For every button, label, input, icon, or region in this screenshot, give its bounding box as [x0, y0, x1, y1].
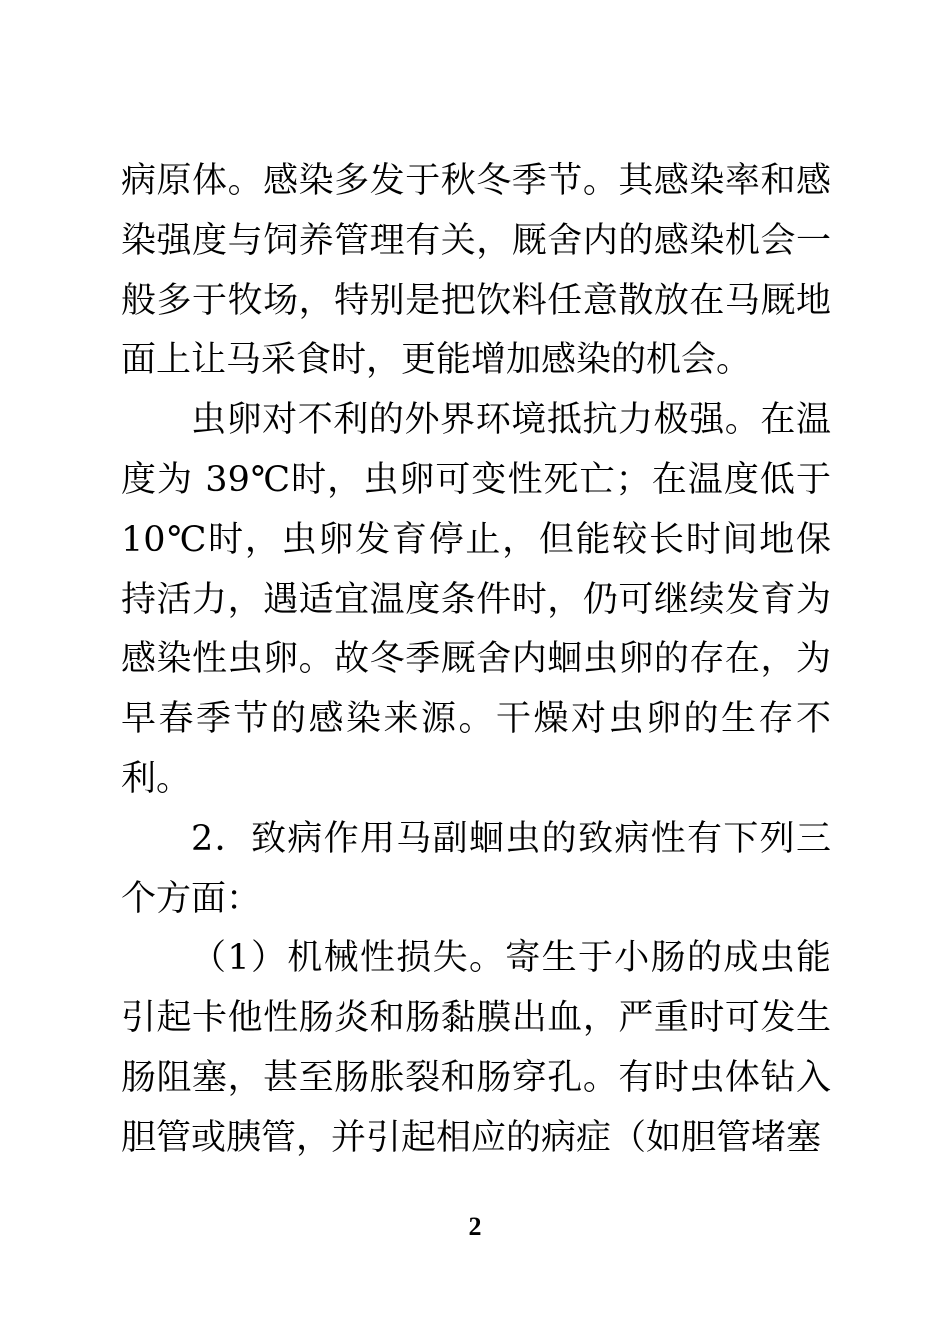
- body-text: [121, 152, 831, 1169]
- page-number: 2: [468, 1212, 482, 1241]
- paragraph-pathogenic-effects: 2．致病作用马副蛔虫的致病性有下列三个方面：: [121, 818, 831, 919]
- paragraph-egg-resistance: 虫卵对不利的外界环境抵抗力极强。在温度为 39℃时，虫卵可变性死亡；在温度低于10℃时，虫卵发育停止，但能较长时间地保持活力，遇适宜温度条件时，仍可继续发育为感染性虫卵。故冬季厩舍内蛔虫卵的存在，为早春季节的感染来源。干燥对虫卵的生存不利。: [121, 400, 831, 799]
- paragraph-mechanical-damage: （1）机械性损失。寄生于小肠的成虫能引起卡他性肠炎和肠黏膜出血，严重时可发生肠阻塞，甚至肠胀裂和肠穿孔。有时虫体钻入胆管或胰管，并引起相应的病症（如胆管堵塞: [121, 938, 831, 1158]
- paragraph-continued: 病原体。感染多发于秋冬季节。其感染率和感染强度与饲养管理有关，厩舍内的感染机会一般多于牧场，特别是把饮料任意散放在马厩地面上让马采食时，更能增加感染的机会。: [121, 161, 831, 381]
